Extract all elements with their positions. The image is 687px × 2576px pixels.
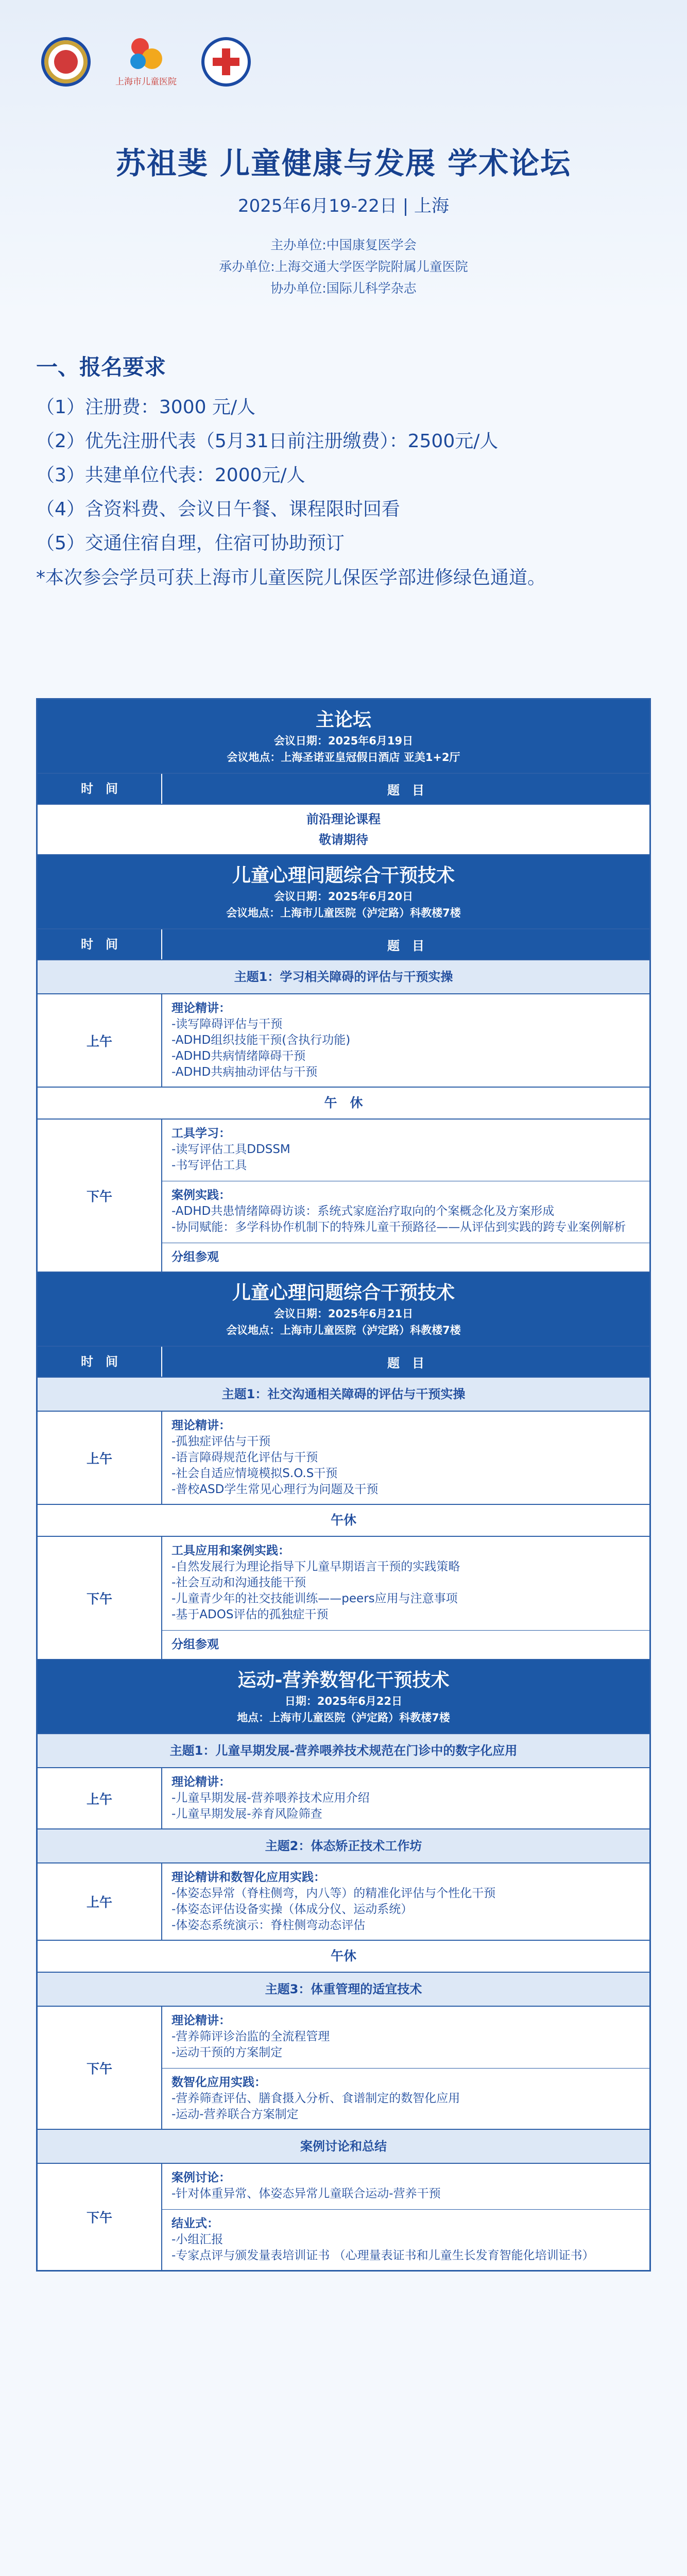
slot-line: -社会互动和沟通技能干预 bbox=[171, 1576, 306, 1589]
day2-afternoon bbox=[38, 1537, 649, 1660]
main-forum-header bbox=[38, 700, 649, 774]
slot-heading: 结业式： bbox=[171, 2217, 219, 2230]
day3-theme2: 主题2：体态矫正技术工作坊 bbox=[38, 1829, 649, 1863]
column-time: 时 间 bbox=[38, 929, 162, 959]
schedule-table bbox=[36, 698, 651, 2272]
requirement-item: （5）交通住宿自理，住宿可协助预订 bbox=[36, 533, 345, 554]
requirements-note: *本次参会学员可获上海市儿童医院儿保医学部进修绿色通道。 bbox=[36, 567, 546, 588]
slot-line: -自然发展行为理论指导下儿童早期语言干预的实践策略 bbox=[171, 1560, 460, 1573]
red-cross-logo bbox=[201, 37, 251, 87]
day2-morning bbox=[38, 1412, 649, 1505]
slot-line: -基于ADOS评估的孤独症干预 bbox=[171, 1608, 329, 1621]
column-time: 时 间 bbox=[38, 1347, 162, 1377]
slot-content bbox=[162, 1412, 649, 1504]
main-forum-content bbox=[38, 805, 649, 855]
slot-content bbox=[162, 1863, 649, 1940]
slot-heading: 理论精讲： bbox=[171, 1419, 231, 1432]
day1-afternoon bbox=[38, 1120, 649, 1273]
slot-heading: 案例实践： bbox=[171, 1189, 231, 1202]
organizer-host: 主办单位:中国康复医学会 bbox=[270, 238, 417, 252]
main-forum-venue: 会议地点：上海圣诺亚皇冠假日酒店 亚美1+2厅 bbox=[227, 751, 460, 764]
day1-venue: 会议地点：上海市儿童医院（泸定路）科教楼7楼 bbox=[226, 907, 461, 919]
tools-block bbox=[171, 1126, 640, 1174]
slot-line: -普校ASD学生常见心理行为问题及干预 bbox=[171, 1483, 379, 1496]
organizer-undertaker: 承办单位:上海交通大学医学院附属儿童医院 bbox=[219, 259, 468, 274]
slot-line: -营养筛查评估、膳食摄入分析、食谱制定的数智化应用 bbox=[171, 2092, 460, 2105]
day3-lunch-break: 午休 bbox=[38, 1941, 649, 1973]
slot-label: 上午 bbox=[38, 994, 162, 1087]
theory-block bbox=[171, 2013, 640, 2061]
slot-line: -ADHD共病抽动评估与干预 bbox=[171, 1065, 318, 1079]
day2-theme: 主题1：社交沟通相关障碍的评估与干预实操 bbox=[38, 1378, 649, 1412]
slot-label: 上午 bbox=[38, 1768, 162, 1828]
slot-line: -读写障碍评估与干预 bbox=[171, 1018, 283, 1031]
day3-afternoon-2 bbox=[38, 2164, 649, 2270]
slot-line: -小组汇报 bbox=[171, 2233, 224, 2246]
main-forum-line: 敬请期待 bbox=[319, 833, 368, 847]
requirement-item: （2）优先注册代表（5月31日前注册缴费）：2500元/人 bbox=[36, 431, 499, 452]
slot-line: -专家点评与颁发量表培训证书 （心理量表证书和儿童生长发育智能化培训证书） bbox=[171, 2249, 594, 2262]
day3-header bbox=[38, 1660, 649, 1734]
slot-line: -ADHD共病情绪障碍干预 bbox=[171, 1049, 306, 1063]
main-forum-line: 前沿理论课程 bbox=[306, 812, 381, 826]
slot-heading: 理论精讲： bbox=[171, 1775, 231, 1789]
practice-block bbox=[171, 1543, 640, 1623]
column-header bbox=[38, 1347, 649, 1378]
day2-header bbox=[38, 1273, 649, 1347]
registration-requirements bbox=[36, 350, 651, 594]
day3-title: 运动-营养数智化干预技术 bbox=[237, 1670, 450, 1691]
day2-lunch-break: 午休 bbox=[38, 1505, 649, 1537]
requirement-item: （3）共建单位代表：2000元/人 bbox=[36, 465, 305, 486]
hospital-logo bbox=[115, 36, 177, 87]
column-header bbox=[38, 774, 649, 805]
slot-label: 下午 bbox=[38, 1537, 162, 1659]
slot-label: 下午 bbox=[38, 2164, 162, 2270]
slot-content bbox=[162, 2007, 649, 2129]
day1-date: 会议日期：2025年6月20日 bbox=[273, 890, 414, 903]
slot-line: -体姿态异常（脊柱侧弯，内八等）的精准化评估与个性化干预 bbox=[171, 1887, 496, 1900]
digital-block bbox=[162, 2068, 649, 2123]
slot-line: -运动干预的方案制定 bbox=[171, 2046, 283, 2059]
day2-date: 会议日期：2025年6月21日 bbox=[273, 1308, 414, 1320]
slot-content bbox=[162, 994, 649, 1087]
slot-line: -语言障碍规范化评估与干预 bbox=[171, 1451, 318, 1464]
slot-label: 上午 bbox=[38, 1863, 162, 1940]
requirement-item: （4）含资料费、会议日午餐、课程限时回看 bbox=[36, 499, 400, 520]
slot-line: -ADHD共患情绪障碍访谈：系统式家庭治疗取向的个案概念化及方案形成 bbox=[171, 1205, 555, 1218]
column-time: 时 间 bbox=[38, 774, 162, 804]
slot-heading: 工具应用和案例实践： bbox=[171, 1544, 290, 1557]
main-forum-title: 主论坛 bbox=[315, 709, 371, 731]
slot-line: -书写评估工具 bbox=[171, 1159, 247, 1172]
slot-line: -协同赋能：多学科协作机制下的特殊儿童干预路径——从评估到实践的跨专业案例解析 bbox=[171, 1221, 626, 1234]
slot-content bbox=[162, 2164, 649, 2270]
column-topic: 题 目 bbox=[387, 938, 424, 953]
day3-afternoon-1 bbox=[38, 2007, 649, 2130]
logo-bar bbox=[41, 36, 251, 87]
column-topic: 题 目 bbox=[387, 1355, 424, 1370]
slot-line: -读写评估工具DDSSM bbox=[171, 1143, 290, 1156]
slot-line: -体姿态系统演示：脊柱侧弯动态评估 bbox=[171, 1919, 366, 1932]
slot-heading: 工具学习： bbox=[171, 1127, 231, 1140]
slot-heading: 案例讨论： bbox=[171, 2171, 231, 2184]
slot-label: 下午 bbox=[38, 2007, 162, 2129]
slot-line: -儿童早期发展-营养喂养技术应用介绍 bbox=[171, 1791, 370, 1805]
slot-line: -营养筛评诊治监的全流程管理 bbox=[171, 2030, 330, 2043]
day1-lunch-break: 午 休 bbox=[38, 1088, 649, 1120]
slot-line: -儿童早期发展-养育风险筛查 bbox=[171, 1807, 322, 1821]
slot-line: -体姿态评估设备实操（体成分仪、运动系统） bbox=[171, 1903, 413, 1916]
day1-morning bbox=[38, 994, 649, 1088]
column-header bbox=[38, 929, 649, 960]
day3-morning-1 bbox=[38, 1768, 649, 1829]
day3-morning-2 bbox=[38, 1863, 649, 1941]
day3-venue: 地点：上海市儿童医院（泸定路）科教楼7楼 bbox=[237, 1711, 450, 1724]
slot-content bbox=[162, 1537, 649, 1659]
day1-title: 儿童心理问题综合干预技术 bbox=[232, 865, 455, 886]
slot-label: 下午 bbox=[38, 1120, 162, 1272]
slot-line: -孤独症评估与干预 bbox=[171, 1435, 271, 1448]
slot-line: -社会自适应情境模拟S.O.S干预 bbox=[171, 1467, 338, 1480]
requirements-heading: 一、报名要求 bbox=[36, 354, 166, 380]
slot-heading: 理论精讲： bbox=[171, 1002, 231, 1015]
slot-content bbox=[162, 1768, 649, 1828]
column-topic: 题 目 bbox=[387, 783, 424, 798]
day3-theme3: 主题3：体重管理的适宜技术 bbox=[38, 1973, 649, 2007]
day3-theme1: 主题1：儿童早期发展-营养喂养技术规范在门诊中的数字化应用 bbox=[38, 1734, 649, 1768]
day3-date: 日期：2025年6月22日 bbox=[284, 1695, 403, 1707]
day1-header bbox=[38, 855, 649, 929]
hospital-logo-caption: 上海市儿童医院 bbox=[115, 77, 177, 87]
discussion-block bbox=[171, 2170, 640, 2202]
organizers bbox=[0, 234, 687, 299]
day2-title: 儿童心理问题综合干预技术 bbox=[232, 1282, 455, 1303]
organizer-co-host: 协办单位:国际儿科学杂志 bbox=[270, 281, 417, 296]
slot-line: -儿童青少年的社交技能训练——peers应用与注意事项 bbox=[171, 1592, 458, 1605]
slot-line: -ADHD组织技能干预(含执行功能) bbox=[171, 1033, 351, 1047]
forum-title: 苏祖斐 儿童健康与发展 学术论坛 bbox=[115, 146, 572, 181]
forum-date-place: 2025年6月19-22日 | 上海 bbox=[237, 196, 450, 216]
slot-line: -针对体重异常、体姿态异常儿童联合运动-营养干预 bbox=[171, 2187, 441, 2200]
group-visit: 分组参观 bbox=[162, 1630, 649, 1653]
requirement-item: （1）注册费：3000 元/人 bbox=[36, 397, 256, 418]
slot-label: 上午 bbox=[38, 1412, 162, 1504]
main-forum-date: 会议日期：2025年6月19日 bbox=[273, 735, 414, 747]
day3-cases-theme: 案例讨论和总结 bbox=[38, 2130, 649, 2164]
day2-venue: 会议地点：上海市儿童医院（泸定路）科教楼7楼 bbox=[226, 1324, 461, 1336]
cases-block bbox=[162, 1181, 649, 1235]
slot-heading: 理论精讲： bbox=[171, 2014, 231, 2027]
graduation-block bbox=[162, 2209, 649, 2264]
day1-theme: 主题1：学习相关障碍的评估与干预实操 bbox=[38, 960, 649, 994]
slot-heading: 数智化应用实践： bbox=[171, 2076, 266, 2089]
slot-heading: 理论精讲和数智化应用实践： bbox=[171, 1871, 325, 1884]
association-logo bbox=[41, 37, 91, 87]
group-visit: 分组参观 bbox=[162, 1243, 649, 1265]
slot-line: -运动-营养联合方案制定 bbox=[171, 2108, 299, 2121]
slot-content bbox=[162, 1120, 649, 1272]
